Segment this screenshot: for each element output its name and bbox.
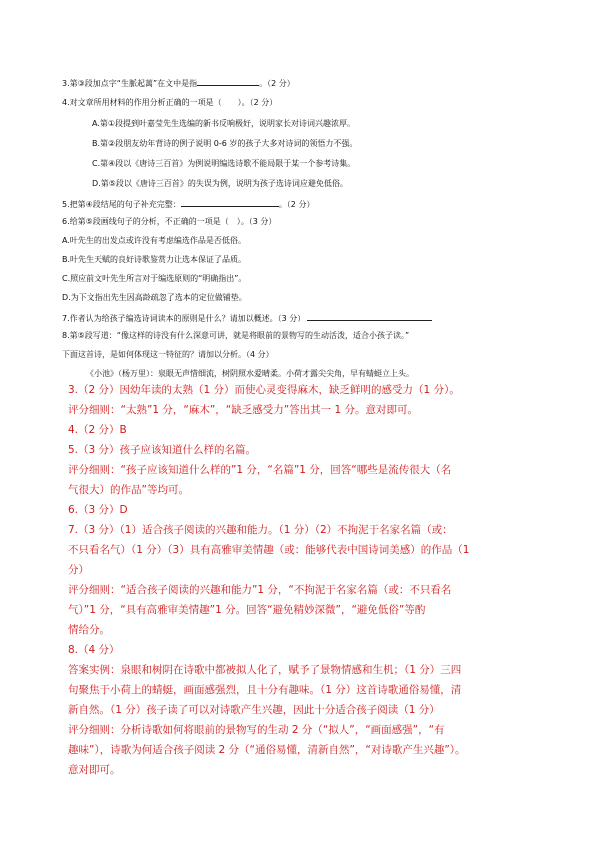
question-3-score: 。（2 分） — [259, 79, 295, 88]
question-5-score: 。（2 分） — [278, 200, 315, 209]
answer-line: 不只看名气）（1 分）（3）具有高雅审美情趣（或：能够代表中国诗词美感）的作品（1 — [68, 544, 470, 556]
question-4-option-d: D.第⑤段以《唐诗三百首》的失误为例，说明为孩子选诗词应避免低俗。 — [92, 179, 348, 188]
answer-line: 评分细则：“太熟”1 分，“麻木”，“缺乏感受力”答出其一 1 分。意对即可。 — [68, 404, 419, 416]
answer-blank — [181, 197, 279, 207]
question-4-option-b: B.第②段朋友幼年背诗的例子说明 0-6 岁的孩子大多对诗词的领悟力不强。 — [92, 139, 358, 148]
answer-blank — [197, 76, 259, 86]
answer-line: 意对即可。 — [68, 764, 121, 776]
question-8-line-1: 8.第⑤段写道：“像这样的诗没有什么深意可讲，就是将眼前的景物写的生动活泼，适合小孩子读。” — [62, 331, 410, 340]
answer-line: 评分细则：“适合孩子阅读的兴趣和能力”1 分，“不拘泥于名家名篇（或：不只看名 — [68, 584, 452, 596]
question-6-option-d: D.为下文指出先生因高龄疏忽了选本的定位做铺垫。 — [62, 293, 247, 302]
question-4-stem: 4.对文章所用材料的作用分析正确的一项是（ ）。（2 分） — [62, 98, 278, 107]
answer-line: 6.（3 分）D — [68, 504, 128, 516]
question-6-option-b: B.叶先生天赋的良好诗歌鉴赏力让选本保证了品质。 — [62, 255, 247, 264]
question-4-option-c: C.第④段以《唐诗三百首》为例说明编选诗歌不能局限于某一个参考诗集。 — [92, 159, 356, 168]
question-5-text: 5.把第④段结尾的句子补充完整： — [62, 200, 181, 209]
question-7 — [62, 311, 542, 325]
answer-line: 答案实例：泉眼和树阴在诗歌中都被拟人化了，赋予了景物情感和生机；（1 分）三四 — [68, 664, 462, 676]
answer-line: 4.（2 分）B — [68, 424, 127, 436]
question-6-stem: 6.给第⑤段画线句子的分析，不正确的一项是（ ）。（3 分） — [62, 217, 277, 226]
answer-line: 7.（3 分）（1）适合孩子阅读的兴趣和能力。（1 分）（2）不拘泥于名家名篇（或： — [68, 524, 453, 536]
answer-line: 8.（4 分） — [68, 644, 120, 656]
answer-line: 趣味”），诗歌为何适合孩子阅读 2 分（“通俗易懂，清新自然”，“对诗歌产生兴趣”）。 — [68, 744, 466, 756]
answer-line: 分） — [68, 564, 89, 576]
answer-line: 气）”1 分，“具有高雅审美情趣”1 分。回答“避免精妙深微”，“避免低俗”等酌 — [68, 604, 426, 616]
answer-blank — [307, 311, 432, 321]
question-8-line-2: 下面这首诗，是如何体现这一特征的？请加以分析。（4 分） — [62, 350, 274, 359]
answer-line: 情给分。 — [68, 624, 110, 636]
question-6-option-a: A.叶先生的出发点或许没有考虑编选作品是否低俗。 — [62, 236, 246, 245]
answer-line: 3.（2 分）因幼年读的太熟（1 分）而使心灵变得麻木，缺乏鲜明的感受力（1 分）。 — [68, 384, 460, 396]
question-4-option-a: A.第①段提到叶嘉莹先生选编的新书反响极好，说明家长对诗词兴趣浓厚。 — [92, 119, 356, 128]
question-7-text: 7.作者认为给孩子编选诗词读本的原则是什么？请加以概述。（3 分） — [62, 314, 306, 323]
answer-line: 5.（3 分）孩子应该知道什么样的名篇。 — [68, 444, 257, 456]
question-6-option-c: C.照应前文叶先生所言对于编选原则的“明确指出”。 — [62, 274, 247, 283]
question-3 — [62, 76, 542, 90]
question-5 — [62, 197, 542, 211]
answer-line: 评分细则：分析诗歌如何将眼前的景物写的生动 2 分（“拟人”，“画面感强”，“有 — [68, 724, 445, 736]
answer-line: 评分细则：“孩子应该知道什么样的”1 分，“名篇”1 分，回答“哪些是流传很大（名 — [68, 464, 452, 476]
answer-line: 句聚焦于小荷上的蜻蜓，画面感强烈，且十分有趣味。（1 分）这首诗歌通俗易懂，清 — [68, 684, 462, 696]
answer-line: 新自然。（1 分）孩子读了可以对诗歌产生兴趣，因此十分适合孩子阅读（1 分） — [68, 704, 440, 716]
question-3-text: 3.第③段加点字“生脈起萬”在文中是指 — [62, 79, 198, 88]
answer-line: 气很大）的作品”等均可。 — [68, 484, 189, 496]
poem-text: 《小池》（杨万里）：泉眼无声惜细流，树阴照水爱晴柔。小荷才露尖尖角，早有蜻蜓立上头。 — [86, 369, 414, 378]
